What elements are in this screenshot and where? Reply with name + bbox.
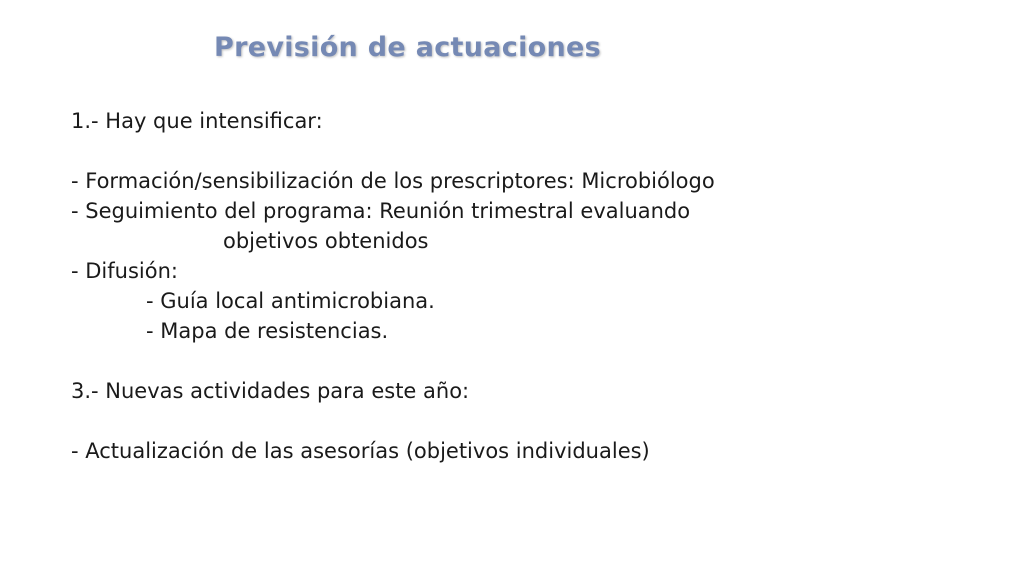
spacer xyxy=(71,136,971,166)
slide-body xyxy=(71,106,971,466)
bullet-seguimiento: - Seguimiento del programa: Reunión trimestral evaluando xyxy=(71,199,691,223)
bullet-actualizacion: - Actualización de las asesorías (objetivos individuales) xyxy=(71,439,650,463)
section-3-heading: 3.- Nuevas actividades para este año: xyxy=(71,379,470,403)
sub-bullet-guia: - Guía local antimicrobiana. xyxy=(146,289,435,313)
slide-title: Previsión de actuaciones xyxy=(214,32,601,63)
spacer xyxy=(71,346,971,376)
section-1-heading: 1.- Hay que intensificar: xyxy=(71,109,323,133)
bullet-difusion: - Difusión: xyxy=(71,259,178,283)
bullet-formacion: - Formación/sensibilización de los prescriptores: Microbiólogo xyxy=(71,169,715,193)
spacer xyxy=(71,406,971,436)
sub-bullet-mapa: - Mapa de resistencias. xyxy=(146,319,389,343)
bullet-seguimiento-continuation: objetivos obtenidos xyxy=(223,229,429,253)
